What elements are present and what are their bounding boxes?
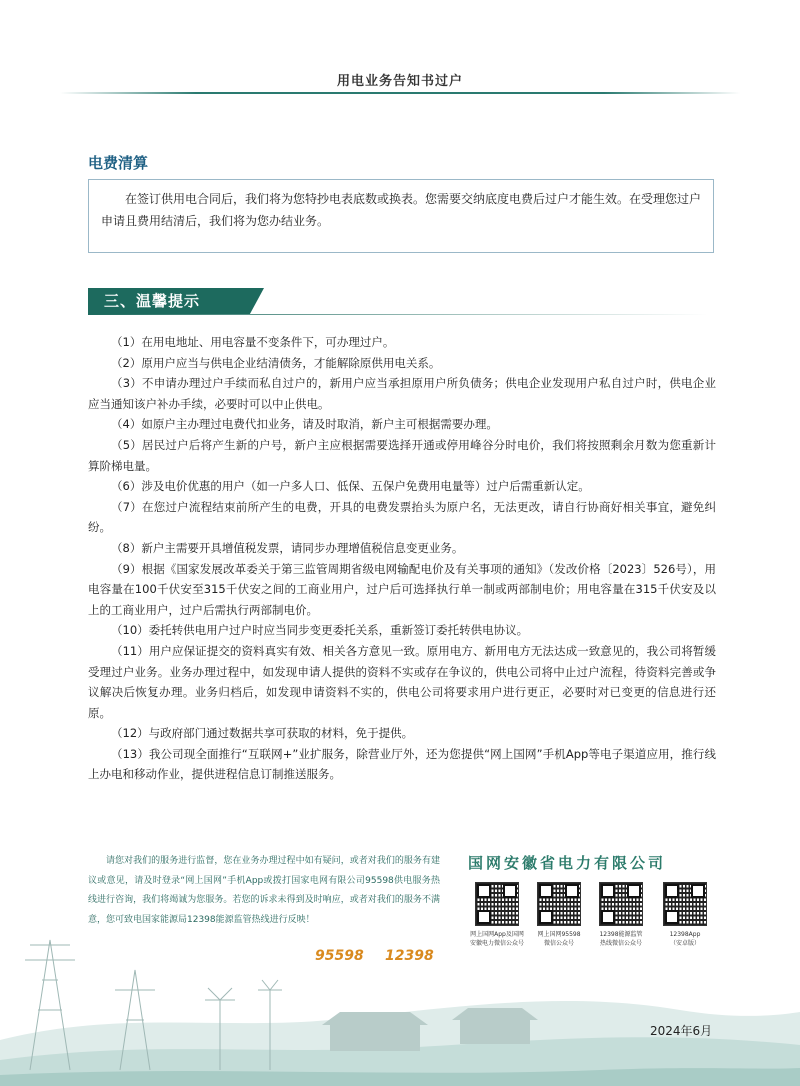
qrcode-label: 12398能源监管 热线微信公众号 <box>599 931 643 947</box>
tip-item-12: （12）与政府部门通过数据共享可获取的材料，免于提供。 <box>111 726 414 741</box>
billing-heading: 电费清算 <box>88 154 149 172</box>
billing-text: 在签订供用电合同后，我们将为您特抄电表底数或换表。您需要交纳底度电费后过户才能生效。在受理您过户申请且费用结清后，我们将为您办结业务。 <box>101 192 702 228</box>
tip-item-2: （2）原用户应当与供电企业结清债务，才能解除原供用电关系。 <box>111 355 441 370</box>
tip-item-8: （8）新户主需要开具增值税发票，请同步办理增值税信息变更业务。 <box>111 540 464 555</box>
tip-item-9: （9）根据《国家发展改革委关于第三监管周期省级电网输配电价及有关事项的通知》（发改价格〔2023〕526号），用电容量在100千伏安至315千伏安之间的工商业用户，过户后可选择执行单一制或两部制电价；用电容量在315千伏安及以上的工商业用户，过户后需执行两部制电价。 <box>88 561 716 617</box>
qrcode-label: 网上国网95598 微信公众号 <box>537 931 581 947</box>
qrcode-icon <box>537 882 581 926</box>
tip-item-5: （5）居民过户后将产生新的户号，新户主应根据需要选择开通或停用峰谷分时电价，我们将按照剩余月数为您重新计算阶梯电量。 <box>88 437 716 473</box>
page-header-title: 用电业务告知书过户 <box>336 74 463 89</box>
hotline-12398-logo: 12398 <box>385 948 434 964</box>
qrcode-12398-wechat[interactable] <box>586 882 656 948</box>
tip-item-11: （11）用户应保证提交的资料真实有效、相关各方意见一致。原用电方、新用电方无法达成一致意见的，我公司将暂缓受理过户业务。业务办理过程中，如发现申请人提供的资料不实或存在争议的，供电公司将中止过户流程，待资料完善或争议解决后恢复办理。业务归档后，如发现申请资料不实的，供电公司将要求用户进行更正，必要时对已变更的信息进行还原。 <box>88 643 716 720</box>
tip-item-7: （7）在您过户流程结束前所产生的电费，开具的电费发票抬头为原户名，无法更改，请自行协商好相关事宜，避免纠纷。 <box>88 499 716 535</box>
tip-item-4: （4）如原户主办理过电费代扣业务，请及时取消，新户主可根据需要办理。 <box>111 417 498 432</box>
qrcode-label: 12398App （安卓版） <box>669 931 701 947</box>
publish-date: 2024年6月 <box>650 1024 713 1038</box>
supervision-text: 请您对我们的服务进行监督，您在业务办理过程中如有疑问，或者对我们的服务有建议或意见，请及时登录“网上国网”手机App或拨打国家电网有限公司95598供电服务热线进行咨询，我们将竭诚为您服务。若您的诉求未得到及时响应，或者对我们的服务不满意，您可致电国家能源局12398能源监管热线进行反映！ <box>88 856 440 925</box>
tips-list <box>88 332 716 785</box>
tip-item-6: （6）涉及电价优惠的用户（如一户多人口、低保、五保户免费用电量等）过户后需重新认定。 <box>111 479 590 494</box>
tips-heading: 三、温馨提示 <box>104 292 201 310</box>
header-divider <box>60 92 740 94</box>
qrcode-95598[interactable] <box>524 882 594 948</box>
qrcode-icon <box>663 882 707 926</box>
qrcode-wangshangguowang[interactable] <box>462 882 532 948</box>
tips-underline <box>88 314 708 315</box>
tip-item-3: （3）不申请办理过户手续而私自过户的，新用户应当承担原用户所负债务；供电企业发现用户私自过户时，供电企业应当通知该户补办手续，必要时可以中止供电。 <box>88 376 716 411</box>
tip-item-10: （10）委托转供电用户过户时应当同步变更委托关系，重新签订委托转供电协议。 <box>111 623 529 638</box>
qrcode-label: 网上国网App及国网 安徽电力微信公众号 <box>469 931 524 947</box>
tip-item-13: （13）我公司现全面推行“互联网+”业扩服务，除营业厅外，还为您提供“网上国网”手机App等电子渠道应用，推行线上办电和移动作业，提供进程信息订制推送服务。 <box>88 746 716 782</box>
tip-item-1: （1）在用电地址、用电容量不变条件下，可办理过户。 <box>111 335 395 349</box>
billing-info-box <box>88 179 714 253</box>
qrcode-icon <box>475 882 519 926</box>
hotline-95598-logo: 95598 <box>315 948 364 964</box>
company-name: 国网安徽省电力有限公司 <box>468 854 667 872</box>
qrcode-icon <box>599 882 643 926</box>
qrcode-12398-app[interactable] <box>650 882 720 948</box>
